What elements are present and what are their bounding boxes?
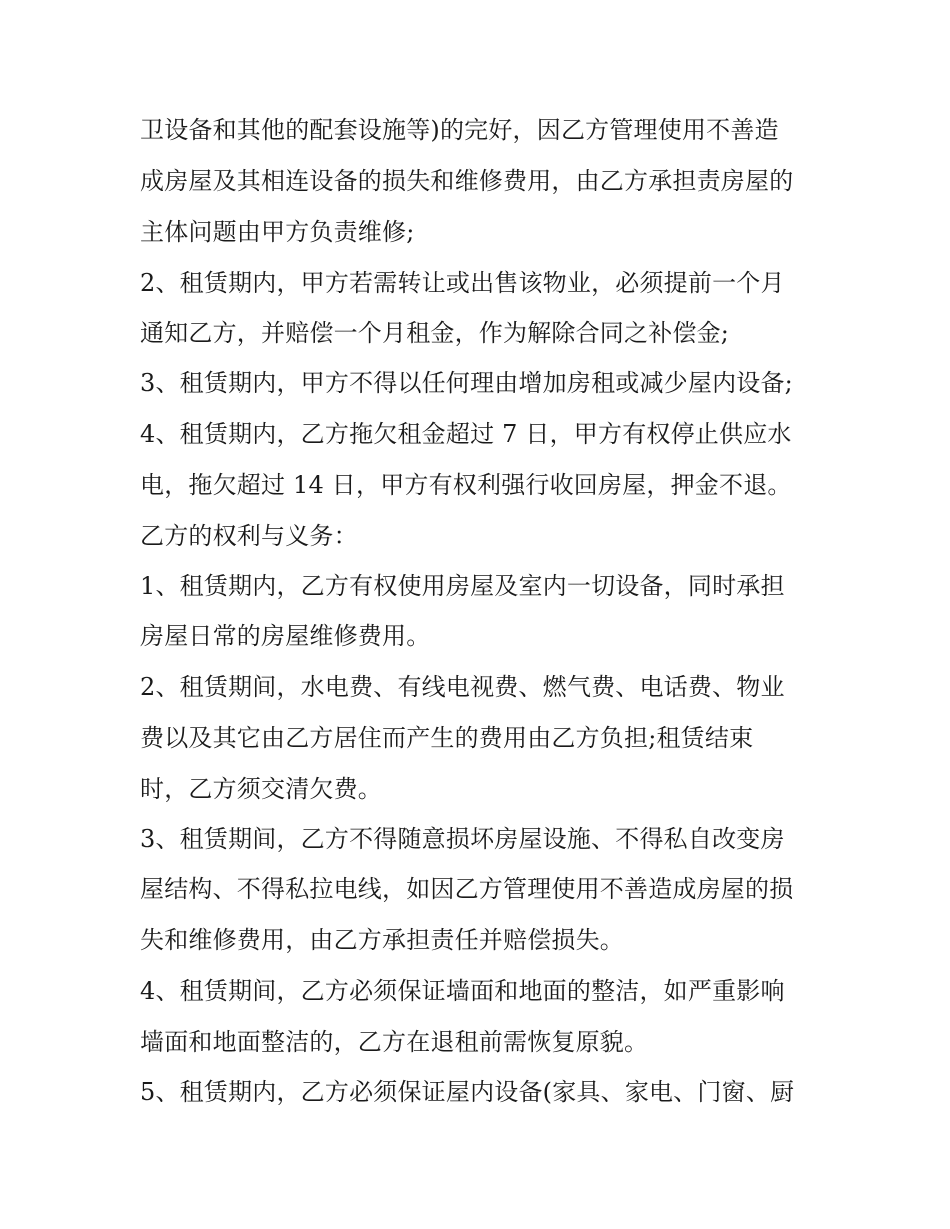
text-line: 主体问题由甲方负责维修; — [140, 218, 415, 246]
text-line: 电，拖欠超过 14 日，甲方有权利强行收回房屋，押金不退。 — [140, 471, 792, 499]
text-line: 费以及其它由乙方居住而产生的费用由乙方负担;租赁结束 — [140, 724, 754, 752]
text-line: 卫设备和其他的配套设施等)的完好，因乙方管理使用不善造 — [140, 116, 779, 144]
text-line: 失和维修费用，由乙方承担责任并赔偿损失。 — [140, 926, 624, 954]
text-line: 墙面和地面整洁的，乙方在退租前需恢复原貌。 — [140, 1028, 649, 1056]
text-line: 时，乙方须交清欠费。 — [140, 775, 382, 803]
text-line: 1、租赁期内，乙方有权使用房屋及室内一切设备，同时承担 — [140, 572, 785, 600]
text-line: 3、租赁期内，甲方不得以任何理由增加房租或减少屋内设备; — [140, 369, 793, 397]
text-line: 成房屋及其相连设备的损失和维修费用，由乙方承担责房屋的 — [140, 167, 794, 195]
text-line: 5、租赁期内，乙方必须保证屋内设备(家具、家电、门窗、厨 — [140, 1078, 795, 1106]
text-line: 屋结构、不得私拉电线，如因乙方管理使用不善造成房屋的损 — [140, 875, 794, 903]
text-line: 4、租赁期内，乙方拖欠租金超过 7 日，甲方有权停止供应水 — [140, 420, 792, 448]
text-line: 通知乙方，并赔偿一个月租金，作为解除合同之补偿金; — [140, 319, 730, 347]
text-line: 2、租赁期间，水电费、有线电视费、燃气费、电话费、物业 — [140, 673, 785, 701]
text-line: 3、租赁期间，乙方不得随意损坏房屋设施、不得私自改变房 — [140, 825, 785, 853]
text-line: 2、租赁期内，甲方若需转让或出售该物业，必须提前一个月 — [140, 269, 785, 297]
text-line: 房屋日常的房屋维修费用。 — [140, 622, 431, 650]
section-heading: 乙方的权利与义务： — [140, 522, 358, 550]
text-line: 4、租赁期间，乙方必须保证墙面和地面的整洁，如严重影响 — [140, 977, 785, 1005]
